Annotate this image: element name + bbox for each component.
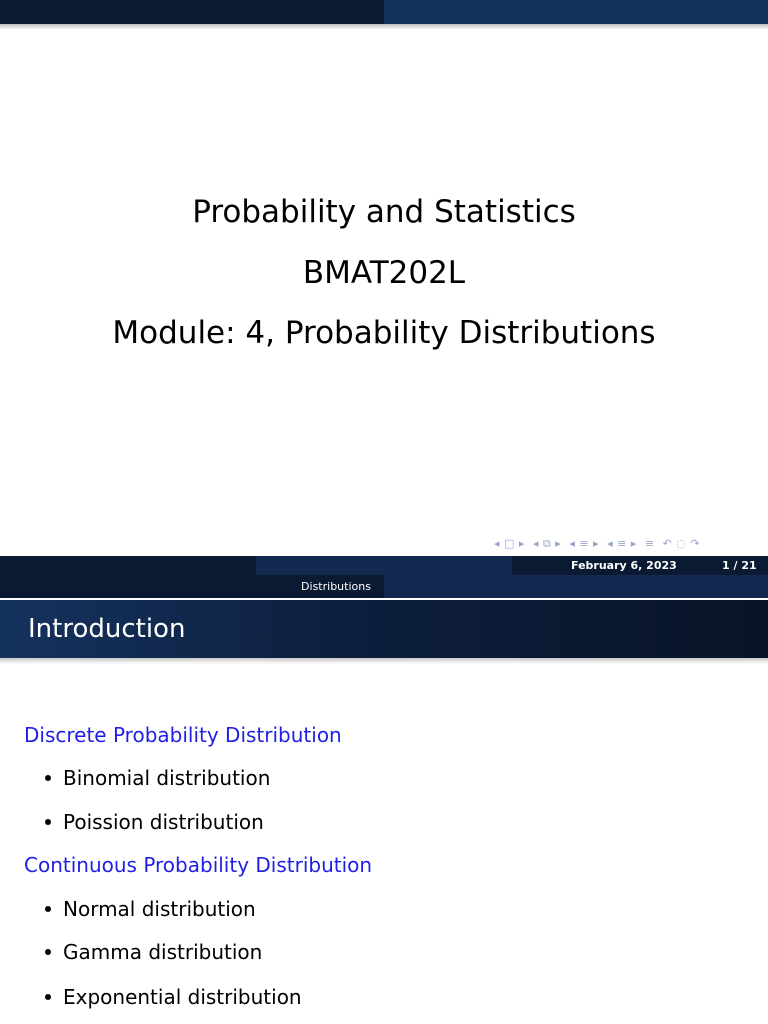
header-bar-left [0,0,384,24]
beamer-navigation-symbols[interactable] [494,537,704,553]
list-item-label: Poission distribution [63,810,264,834]
footline-middle [256,556,512,575]
list-item-label: Binomial distribution [63,766,271,790]
nav-subsection-icon[interactable]: ◂ ≡ ▸ [569,537,600,550]
presentation-title: Probability and Statistics [192,194,576,230]
bullet-icon [45,906,51,912]
bullet-icon [45,949,51,955]
course-code: BMAT202L [302,255,466,291]
list-item-label: Gamma distribution [63,940,263,964]
footer-date: February 6, 2023 [571,559,677,572]
module-title: Module: 4, Probability Distributions [112,315,656,351]
slide1-header-bar [0,0,768,24]
header-bar-shadow [0,24,768,30]
header-bar-right [384,0,768,24]
list-item [45,939,262,965]
nav-section-icon[interactable]: ◂ ≡ ▸ [607,537,637,550]
list-item [45,984,302,1010]
bullet-icon [45,819,51,825]
section-navigation-label[interactable]: Distributions [301,580,371,593]
headline-left [0,575,256,598]
headline-right [384,575,768,598]
frame-title-shadow [0,658,768,664]
footline-right [512,556,768,575]
nav-slide-icon[interactable]: ◂ □ ▸ [494,537,525,550]
block-heading-continuous: Continuous Probability Distribution [24,853,373,877]
list-item [45,765,270,791]
list-item-label: Normal distribution [63,897,256,921]
bullet-icon [45,994,51,1000]
bullet-icon [45,775,51,781]
footer-page-number: 1 / 21 [722,559,757,572]
frame-title: Introduction [28,614,186,644]
nav-document-icon[interactable]: ≡ [644,537,655,550]
list-item-label: Exponential distribution [63,985,302,1009]
nav-back-search-forward-icon[interactable]: ↶ ◌ ↷ [662,537,701,550]
list-item [45,896,256,922]
footline-left [0,556,256,575]
block-heading-discrete: Discrete Probability Distribution [24,723,342,747]
nav-frame-icon[interactable]: ◂ ⧉ ▸ [532,537,562,550]
list-item [45,809,264,835]
